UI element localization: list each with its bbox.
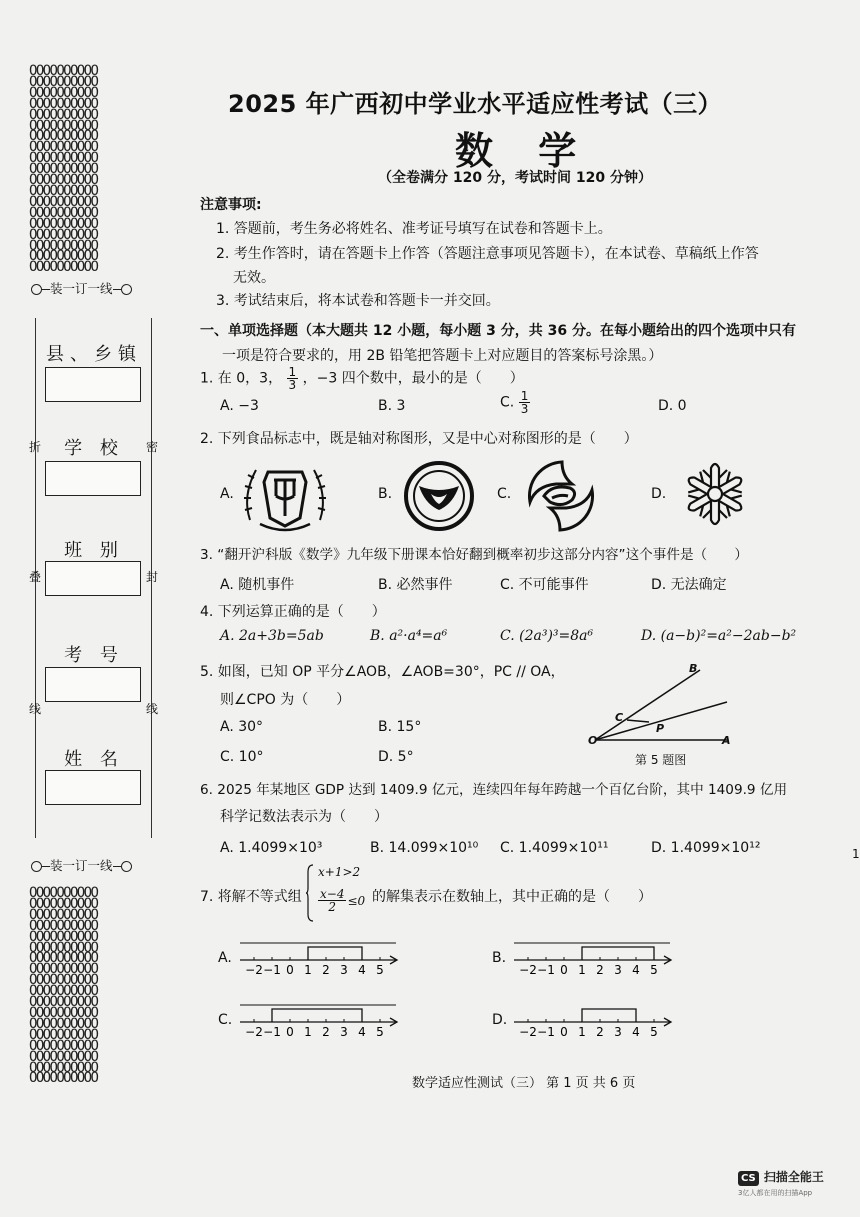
tick-label: −1	[263, 1025, 281, 1038]
q7-option-b[interactable]: B.	[492, 950, 507, 966]
q7-number-line-a	[240, 940, 400, 976]
q4-option-b[interactable]: B. a²·a⁴=a⁶	[370, 628, 448, 644]
logo-d-snowflake-image	[676, 458, 754, 530]
page-footer: 数学适应性测试（三） 第 1 页 共 6 页	[412, 1076, 636, 1091]
tick-label: −1	[537, 963, 555, 976]
notice-item-2: 2. 考生作答时，请在答题卡上作答（答题注意事项见答题卡），在本试卷、草稿纸上作答	[216, 246, 759, 262]
scanner-watermark	[738, 1166, 824, 1198]
q6-stem-line1: 6. 2025 年某地区 GDP 达到 1409.9 亿元，连续四年每年跨越一个百亿台阶，其中 1409.9 亿用	[200, 782, 788, 798]
q5-label-p: P	[656, 722, 665, 735]
q7-option-c[interactable]: C.	[218, 1012, 233, 1028]
section-heading-line2: 一项是符合要求的，用 2B 铅笔把答题卡上对应题目的答案标号涂黑。）	[222, 348, 663, 364]
field-label-class: 班 别	[64, 540, 124, 561]
class-input[interactable]	[45, 561, 141, 596]
tick-label: 4	[632, 1025, 640, 1038]
q5-stem-line1: 5. 如图，已知 OP 平分∠AOB，∠AOB=30°，PC // OA，	[200, 664, 565, 680]
q2-option-a[interactable]: A.	[220, 486, 234, 502]
section-heading-line1: 一、单项选择题（本大题共 12 小题，每小题 3 分，共 36 分。在每小题给出的四个选项中只有	[200, 323, 796, 339]
tick-label: −2	[245, 963, 263, 976]
q7-ineq-2-fraction	[318, 888, 346, 913]
tick-label: 2	[596, 963, 604, 976]
tick-label: −1	[263, 963, 281, 976]
seal-char-right-1: 密	[146, 440, 159, 454]
tick-label: 5	[376, 1025, 384, 1038]
q5-option-a[interactable]: A. 30°	[220, 719, 264, 735]
q5-option-b[interactable]: B. 15°	[378, 719, 422, 735]
exam-title: 2025 年广西初中学业水平适应性考试（三）	[228, 90, 723, 118]
logo-a-image	[240, 458, 330, 534]
q7-inequality-system	[306, 862, 372, 924]
q7-ineq-2-num: x−4	[320, 887, 345, 901]
tick-label: 3	[614, 1025, 622, 1038]
tick-label: −2	[245, 1025, 263, 1038]
field-label-name: 姓 名	[64, 749, 124, 770]
q1-option-c[interactable]	[500, 390, 530, 415]
tick-label: 3	[614, 963, 622, 976]
q3-stem: 3. “翻开沪科版《数学》九年级下册课本恰好翻到概率初步这部分内容”这个事件是（ ）	[200, 547, 748, 563]
q1-c-den: 3	[520, 402, 529, 416]
q5-label-a: A	[722, 734, 731, 747]
tick-label: 5	[650, 1025, 658, 1038]
q5-stem-line2: 则∠CPO 为（ ）	[220, 692, 351, 708]
notice-item-1: 1. 答题前，考生务必将姓名、准考证号填写在试卷和答题卡上。	[216, 221, 612, 237]
q7-ineq-1: x+1>2	[318, 865, 361, 879]
tick-label: 1	[578, 1025, 586, 1038]
q7-ineq-2-den: 2	[328, 900, 337, 914]
logo-c-image	[522, 458, 600, 534]
q5-label-o: O	[588, 734, 598, 747]
name-input[interactable]	[45, 770, 141, 805]
tick-label: 1	[304, 963, 312, 976]
answer-circles-bottom: OOOOOOOOOO OOOOOOOOOO OOOOOOOOOO OOOOOOOOOO OOOOOOOOOO OOOOOOOOOO OOOOOOOOOO OOOOOOOOOO OOOOOOOOOO OOOOOOOOOO OOOOOOOOOO OOOOOOOOOO OOOOOOOOOO OOOOOOOOOO OOOOOOOOOO OOOOOOOOOO OOOOOOOOOO OOOOOOOOOO	[29, 885, 98, 1087]
field-label-county: 县、乡镇	[46, 344, 142, 365]
tick-label: 3	[340, 1025, 348, 1038]
fold-char-left-3: 线	[29, 702, 42, 716]
q4-option-c[interactable]: C. (2a³)³=8a⁶	[500, 628, 594, 644]
seal-char-right-2: 封	[146, 570, 159, 584]
binding-text: 装一订一线	[50, 858, 113, 873]
q6-option-b[interactable]: B. 14.099×10¹⁰	[370, 840, 479, 856]
q1-stem	[200, 366, 524, 391]
q5-option-d[interactable]: D. 5°	[378, 749, 414, 765]
q7-number-line-c	[240, 1002, 400, 1038]
binding-line-top	[31, 279, 157, 297]
q1-option-a[interactable]: A. −3	[220, 398, 259, 414]
tick-label: 2	[322, 963, 330, 976]
q2-option-d[interactable]: D.	[651, 486, 667, 502]
q7-stem-suffix: 的解集表示在数轴上，其中正确的是（ ）	[372, 889, 652, 905]
q7-stem-prefix: 7. 将解不等式组	[200, 889, 302, 905]
q7-option-a[interactable]: A.	[218, 950, 232, 966]
q3-option-d[interactable]: D. 无法确定	[651, 577, 727, 593]
q7-option-d[interactable]: D.	[492, 1012, 508, 1028]
scanner-tagline: 3亿人都在用的扫描App	[738, 1189, 813, 1197]
q5-label-b: B	[689, 662, 698, 675]
tick-label: −2	[519, 963, 537, 976]
seal-char-right-3: 线	[146, 702, 159, 716]
q1-frac-num: 1	[288, 365, 297, 379]
q1-fraction	[287, 366, 299, 391]
q4-option-a[interactable]: A. 2a+3b=5ab	[220, 628, 324, 644]
q1-stem-part-a: 1. 在 0，3，	[200, 370, 283, 387]
q1-option-b[interactable]: B. 3	[378, 398, 406, 414]
field-label-exam-number: 考 号	[64, 645, 124, 666]
fold-char-left-1: 折	[29, 440, 42, 454]
tick-label: 2	[596, 1025, 604, 1038]
tick-label: 5	[650, 963, 658, 976]
q6-stem-line2: 科学记数法表示为（ ）	[220, 809, 388, 825]
notice-item-2-cont: 无效。	[233, 270, 275, 286]
margin-mark: 1	[852, 847, 860, 861]
answer-circles-top: OOOOOOOOOO OOOOOOOOOO OOOOOOOOOO OOOOOOOOOO OOOOOOOOOO OOOOOOOOOO OOOOOOOOOO OOOOOOOOOO OOOOOOOOOO OOOOOOOOOO OOOOOOOOOO OOOOOOOOOO OOOOOOOOOO OOOOOOOOOO OOOOOOOOOO OOOOOOOOOO OOOOOOOOOO OOOOOOOOOO OOOOOOOOOO	[29, 63, 98, 276]
q2-option-b[interactable]: B.	[378, 486, 393, 502]
scanner-name: 扫描全能王	[763, 1170, 824, 1184]
tick-label: 4	[358, 963, 366, 976]
binding-line-bottom	[31, 856, 157, 874]
scanner-logo-icon: CS	[738, 1171, 759, 1186]
tick-label: 0	[286, 1025, 294, 1038]
fold-char-left-2: 叠	[29, 570, 42, 584]
tick-label: 0	[286, 963, 294, 976]
q5-angle-figure	[585, 662, 745, 752]
tick-label: 1	[578, 963, 586, 976]
q7-number-line-d	[514, 1002, 674, 1038]
q1-c-num: 1	[520, 389, 529, 403]
tick-label: 4	[632, 963, 640, 976]
subject-title: 数 学	[455, 128, 593, 173]
q1-stem-part-b: ，−3 四个数中，最小的是（ ）	[302, 370, 524, 387]
q2-option-c[interactable]: C.	[497, 486, 512, 502]
q1-option-d[interactable]: D. 0	[658, 398, 687, 414]
q7-ineq-2-rel: ≤0	[347, 893, 366, 908]
q3-option-a[interactable]: A. 随机事件	[220, 577, 295, 593]
tick-label: 5	[376, 963, 384, 976]
tick-label: 1	[304, 1025, 312, 1038]
logo-b-image	[403, 460, 475, 532]
q4-option-d[interactable]: D. (a−b)²=a²−2ab−b²	[641, 628, 797, 644]
county-input[interactable]	[45, 367, 141, 402]
q5-label-c: C	[615, 711, 624, 724]
tick-label: −1	[537, 1025, 555, 1038]
q1-frac-den: 3	[288, 378, 297, 392]
q6-option-a[interactable]: A. 1.4099×10³	[220, 840, 323, 856]
q1-option-c-fraction	[519, 390, 531, 415]
q6-option-d[interactable]: D. 1.4099×10¹²	[651, 840, 761, 856]
notice-heading: 注意事项:	[200, 197, 262, 213]
q1-option-c-label: C.	[500, 394, 515, 411]
q3-option-c[interactable]: C. 不可能事件	[500, 577, 589, 593]
q5-option-c[interactable]: C. 10°	[220, 749, 264, 765]
school-input[interactable]	[45, 461, 141, 496]
exam-note: （全卷满分 120 分，考试时间 120 分钟）	[378, 170, 652, 186]
notice-item-3: 3. 考试结束后，将本试卷和答题卡一并交回。	[216, 293, 500, 309]
q2-stem: 2. 下列食品标志中，既是轴对称图形，又是中心对称图形的是（ ）	[200, 431, 638, 447]
tick-label: 0	[560, 1025, 568, 1038]
binding-text: 装一订一线	[50, 281, 113, 296]
q4-stem: 4. 下列运算正确的是（ ）	[200, 604, 386, 620]
field-label-school: 学 校	[64, 438, 124, 459]
tick-label: −2	[519, 1025, 537, 1038]
tick-label: 4	[358, 1025, 366, 1038]
tick-label: 2	[322, 1025, 330, 1038]
exam-number-input[interactable]	[45, 667, 141, 702]
q6-option-c[interactable]: C. 1.4099×10¹¹	[500, 840, 609, 856]
tick-label: 0	[560, 963, 568, 976]
q7-number-line-b	[514, 940, 674, 976]
q3-option-b[interactable]: B. 必然事件	[378, 577, 453, 593]
q5-figure-caption: 第 5 题图	[635, 753, 687, 767]
tick-label: 3	[340, 963, 348, 976]
